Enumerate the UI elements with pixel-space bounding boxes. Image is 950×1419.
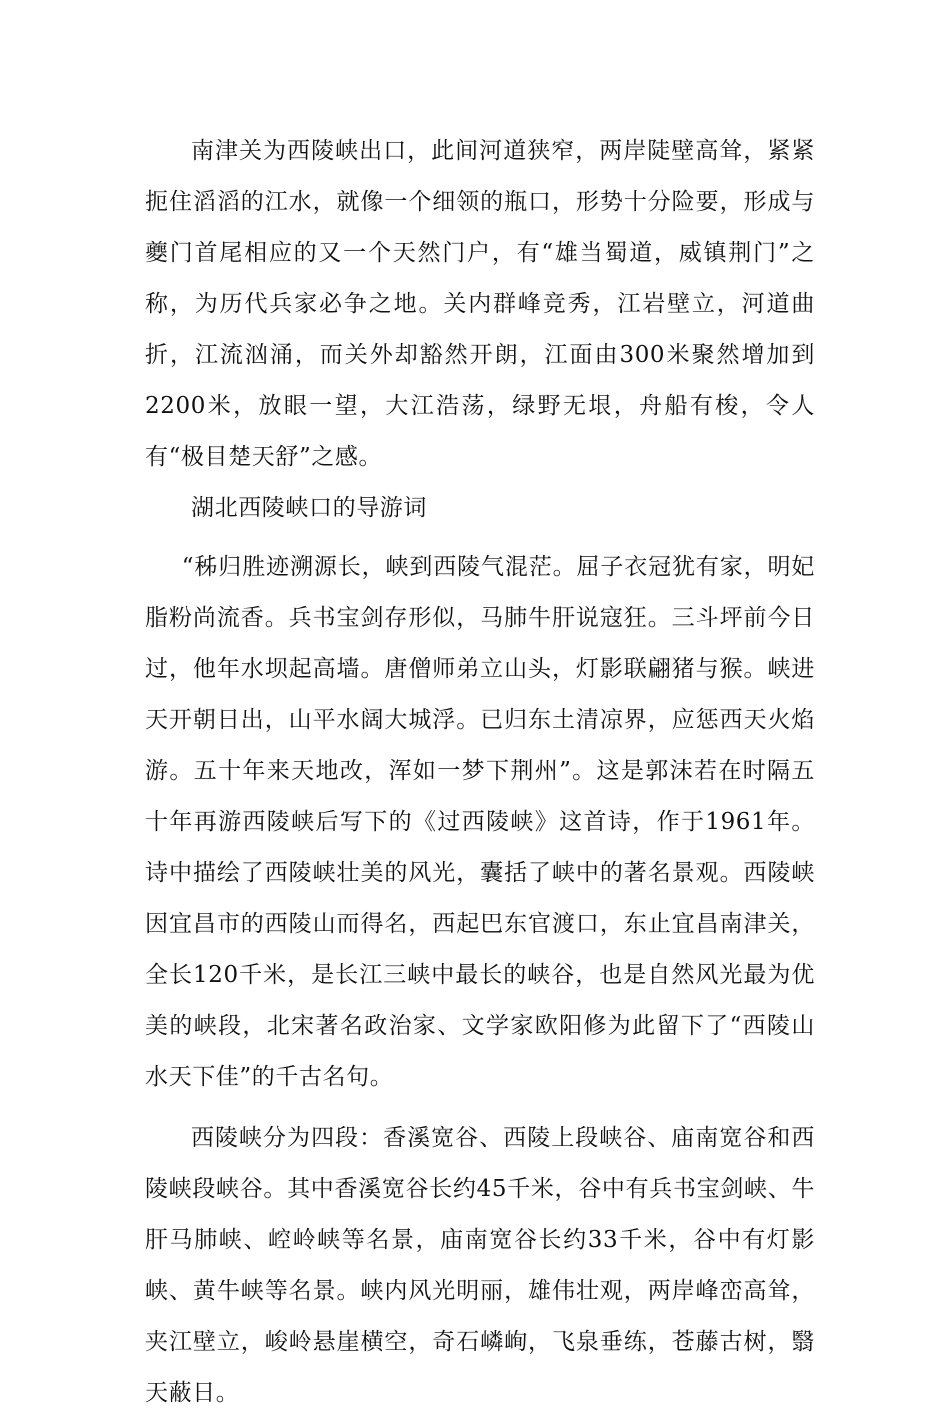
section-title: 湖北西陵峡口的导游词 bbox=[191, 495, 427, 521]
paragraph-four-sections: 西陵峡分为四段：香溪宽谷、西陵上段峡谷、庙南宽谷和西陵峡段峡谷。其中香溪宽谷长约45千米，谷中有兵书宝剑峡、牛肝马肺峡、崆岭峡等名景，庙南宽谷长约33千米，谷中有灯影峡、黄牛峡等名景。峡内风光明丽，雄伟壮观，两岸峰峦高耸，夹江壁立，峻岭悬崖横空，奇石嶙峋，飞泉垂练，苍藤古树，翳天蔽日。 bbox=[145, 1125, 815, 1406]
paragraph-poem: “秭归胜迹溯源长，峡到西陵气混茫。屈子衣冠犹有家，明妃脂粉尚流香。兵书宝剑存形似，马肺牛肝说寇狂。三斗坪前今日过，他年水坝起高墙。唐僧师弟立山头，灯影联翩猪与猴。峡进天开朝日出，山平水阔大城浮。已归东土清凉界，应惩西天火焰游。五十年来天地改，浑如一梦下荆州”。这是郭沫若在时隔五十年再游西陵峡后写下的《过西陵峡》这首诗，作于1961年。诗中描绘了西陵峡壮美的风光，囊括了峡中的著名景观。西陵峡因宜昌市的西陵山而得名，西起巴东官渡口，东止宜昌南津关，全长120千米，是长江三峡中最长的峡谷，也是自然风光最为优美的峡段，北宋著名政治家、文学家欧阳修为此留下了“西陵山水天下佳”的千古名句。 bbox=[145, 554, 815, 1090]
document-body bbox=[145, 126, 815, 1419]
paragraph-nanjinguan: 南津关为西陵峡出口，此间河道狭窄，两岸陡壁高耸，紧紧扼住滔滔的江水，就像一个细领的瓶口，形势十分险要，形成与夔门首尾相应的又一个天然门户，有“雄当蜀道，威镇荆门”之称，为历代兵家必争之地。关内群峰竞秀，江岩壁立，河道曲折，江流汹涌，而关外却豁然开朗，江面由300米聚然增加到2200米，放眼一望，大江浩荡，绿野无垠，舟船有梭，令人有“极目楚天舒”之感。 bbox=[145, 138, 815, 470]
